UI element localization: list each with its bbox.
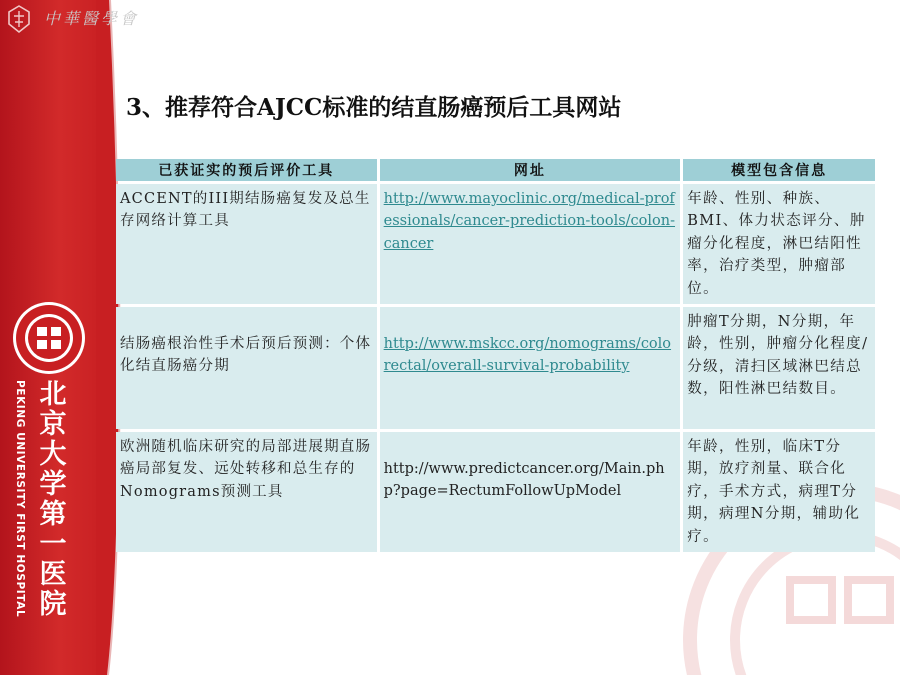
column-header-tool: 已获证实的预后评价工具 — [116, 159, 377, 181]
table-header-row — [116, 159, 875, 181]
table-row — [116, 432, 875, 552]
url-cell — [380, 184, 681, 304]
model-info-cell: 肿瘤T分期，N分期，年龄，性别，肿瘤分化程度/分级，清扫区域淋巴结总数，阳性淋巴结数目。 — [683, 307, 875, 429]
tool-url-link[interactable]: http://www.mayoclinic.org/medical-professionals/cancer-prediction-tools/colon-cancer — [383, 191, 676, 252]
model-info-cell: 年龄，性别，临床T分期，放疗剂量、联合化疗，手术方式，病理T分期，病理N分期，辅助化疗。 — [683, 432, 875, 552]
url-cell — [380, 307, 681, 429]
column-header-url: 网址 — [380, 159, 681, 181]
hospital-name-english: PEKING UNIVERSITY FIRST HOSPITAL — [14, 380, 26, 618]
tool-name-cell: 欧洲随机临床研究的局部进展期直肠癌局部复发、远处转移和总生存的Nomograms预测工具 — [116, 432, 377, 552]
hospital-seal-icon — [11, 300, 87, 376]
tool-url-link[interactable]: http://www.mskcc.org/nomograms/colorectal/overall-survival-probability — [383, 336, 672, 375]
hospital-name-chinese: 北京大学第一医院 — [39, 379, 67, 620]
url-cell — [380, 432, 681, 552]
table-row — [116, 184, 875, 304]
slide-title: 3、推荐符合AJCC标准的结直肠癌预后工具网站 — [126, 94, 622, 121]
tool-name-cell: ACCENT的III期结肠癌复发及总生存网络计算工具 — [116, 184, 377, 304]
tool-url-text: http://www.predictcancer.org/Main.php?page=RectumFollowUpModel — [383, 461, 665, 500]
model-info-cell: 年龄、性别、种族、BMI、体力状态评分、肿瘤分化程度，淋巴结阳性率，治疗类型，肿瘤部位。 — [683, 184, 875, 304]
tool-name-cell: 结肠癌根治性手术后预后预测：个体化结直肠癌分期 — [116, 307, 377, 429]
sidebar-band — [0, 0, 108, 675]
column-header-info: 模型包含信息 — [683, 159, 875, 181]
prognosis-tools-table — [113, 156, 878, 555]
society-logo-icon — [6, 4, 32, 34]
table-row — [116, 307, 875, 429]
society-motto: 中華醫學會 — [44, 9, 140, 28]
